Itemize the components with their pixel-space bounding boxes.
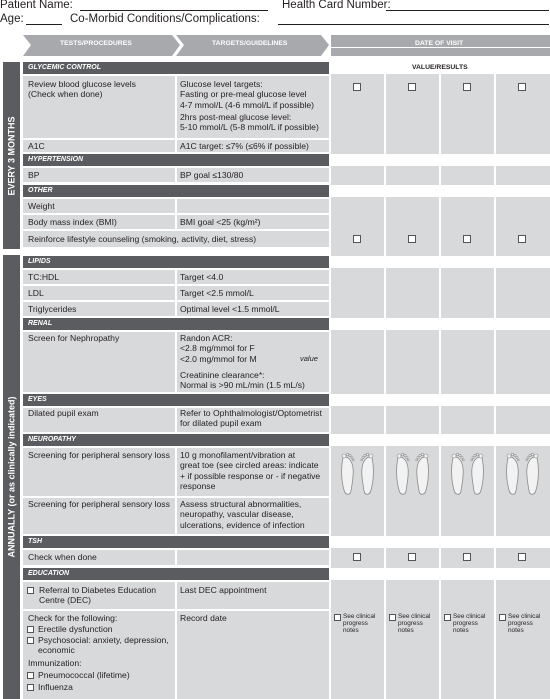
lifestyle-checkbox-2[interactable] [408,235,416,243]
foot-icon-3[interactable] [452,453,484,494]
creatinine-text: Creatinine clearance*: Normal is >90 mL/min (1.5 mL/s) [180,370,305,391]
comorbid-field[interactable] [278,24,549,25]
glucose-checkbox-3[interactable] [463,83,471,91]
nephro-test-text: Screen for Nephropathy [28,333,120,343]
acr-text: Randon ACR: <2.8 mg/mmol for F <2.0 mg/mmol for M [180,333,257,364]
pneumococcal-text: Pneumococcal (lifetime) [38,670,130,680]
tsh-checkbox-1[interactable] [353,553,361,561]
glucose-checkbox-2[interactable] [408,83,416,91]
annually-bar [3,255,20,699]
row-ldl-test [23,286,175,300]
row-bp-test [23,168,175,182]
section-tsh: TSH [23,536,329,548]
section-hypertension: HYPERTENSION [23,154,329,166]
eye-target-text: Refer to Ophthalmologist/Optometrist for dilated pupil exam [180,408,322,429]
neuro1-test-text: Screening for peripheral sensory loss [28,450,170,460]
section-education-bar [331,568,550,580]
targets-header: TARGETS/GUIDELINES [212,40,288,47]
ldl-target-text: Target <2.5 mmol/L [180,288,254,298]
influenza-checkbox[interactable] [27,684,34,691]
neuro1-target-text: 10 g monofilament/vibration at great toe (see circled areas: indicate + if possible response or - if negative response [180,450,321,492]
eye-test-text: Dilated pupil exam [28,408,99,418]
comorbid-label: Co-Morbid Conditions/Complications: [70,13,260,25]
foot-icon-4[interactable] [507,453,539,494]
a1c-test-text: A1C [28,141,45,151]
glucose-checkbox-4[interactable] [518,83,526,91]
date-header: DATE OF VISIT [415,40,464,47]
row-checks-target [177,611,329,699]
age-field[interactable] [26,24,62,25]
health-card-label: Health Card Number: [282,0,391,11]
tsh-checkbox-2[interactable] [408,553,416,561]
see-notes-text-3: See clinical progress notes [453,613,486,635]
glucose-postmeal-text: 2hrs post-meal glucose level: 5-10 mmol/L (5-8 mmol/L if possible) [180,112,319,133]
section-eyes: EYES [23,394,329,406]
lifestyle-checkbox-4[interactable] [518,235,526,243]
value-results-label: VALUE/RESULTS [412,64,468,71]
section-neuropathy: NEUROPATHY [23,434,329,446]
section-lipids-bar [331,256,550,268]
row-weight-target [177,199,329,213]
section-neuropathy-bar [331,434,550,446]
date-divider [331,47,550,48]
patient-name-label: Patient Name: [0,0,73,11]
neuro2-target-text: Assess structural abnormalities, neuropathy, vascular disease, ulcerations, evidence of infection [180,499,305,530]
section-renal-bar [331,318,550,330]
patient-name-field[interactable] [80,10,268,11]
tsh-checkbox-4[interactable] [518,553,526,561]
a1c-target-text: A1C target: ≤7% (≤6% if possible) [180,141,309,151]
see-notes-text-2: See clinical progress notes [398,613,431,635]
section-other: OTHER [23,185,329,197]
glucose-checkbox-1[interactable] [353,83,361,91]
trig-target-text: Optimal level <1.5 mmol/L [180,304,280,314]
dec-test-text: Referral to Diabetes Education Centre (DEC) [39,585,157,606]
section-lipids: LIPIDS [23,256,329,268]
tests-header: TESTS/PROCEDURES [60,40,132,47]
erectile-checkbox[interactable] [27,626,34,633]
age-label: Age: [0,13,24,25]
erectile-text: Erectile dysfunction [38,624,113,634]
psychosocial-checkbox[interactable] [27,637,34,644]
check-following-text: Check for the following: [28,613,118,623]
immunization-text: Immunization: [28,658,82,668]
foot-icon-1[interactable] [342,453,374,494]
section-tsh-bar [331,536,550,548]
lifestyle-checkbox-1[interactable] [353,235,361,243]
bmi-test-text: Body mass index (BMI) [28,217,117,227]
health-card-field[interactable] [386,10,549,11]
trig-test-text: Triglycerides [28,304,77,314]
section-other-bar [331,185,550,197]
see-notes-text-4: See clinical progress notes [508,613,541,635]
dec-checkbox[interactable] [27,587,34,594]
acr-value-text: value [300,354,318,363]
row-a1c-test [23,140,175,152]
annually-label: ANNUALLY (or as clinically indicated) [6,396,17,558]
foot-icon-2[interactable] [397,453,429,494]
every-3-months-label: EVERY 3 MONTHS [6,115,17,196]
tchdl-target-text: Target <4.0 [180,272,224,282]
pneumococcal-checkbox[interactable] [27,672,34,679]
see-notes-text-1: See clinical progress notes [343,613,376,635]
tsh-test-text: Check when done [28,552,97,562]
row-tsh-target [177,550,329,565]
record-date-text: Record date [180,613,227,623]
lifestyle-checkbox-3[interactable] [463,235,471,243]
feet-icons [331,448,550,496]
bp-test-text: BP [28,170,40,180]
bp-target-text: BP goal ≤130/80 [180,170,244,180]
lifestyle-text: Reinforce lifestyle counseling (smoking, activity, diet, stress) [28,234,257,244]
see-notes-checkbox-2[interactable] [389,614,396,621]
glucose-target-text: Glucose level targets: Fasting or pre-meal glucose level 4-7 mmol/L (4-6 mmol/L if possible) [180,79,315,110]
bmi-target-text: BMI goal <25 (kg/m²) [180,217,261,227]
weight-test-text: Weight [28,201,55,211]
section-hypertension-bar [331,154,550,166]
see-notes-checkbox-3[interactable] [444,614,451,621]
influenza-text: Influenza [38,682,73,692]
glucose-test-text: Review blood glucose levels (Check when done) [28,79,136,100]
tsh-checkbox-3[interactable] [463,553,471,561]
section-glycemic: GLYCEMIC CONTROL [23,62,329,74]
dec-target-text: Last DEC appointment [180,585,267,595]
section-eyes-bar [331,394,550,406]
see-notes-checkbox-1[interactable] [334,614,341,621]
psychosocial-text: Psychosocial: anxiety, depression, economic [38,635,169,656]
every-3-months-bar [3,62,20,249]
section-renal: RENAL [23,318,329,330]
section-education: EDUCATION [23,568,329,580]
neuro2-test-text: Screening for peripheral sensory loss [28,499,170,509]
tchdl-test-text: TC:HDL [28,272,60,282]
ldl-test-text: LDL [28,288,44,298]
see-notes-checkbox-4[interactable] [499,614,506,621]
